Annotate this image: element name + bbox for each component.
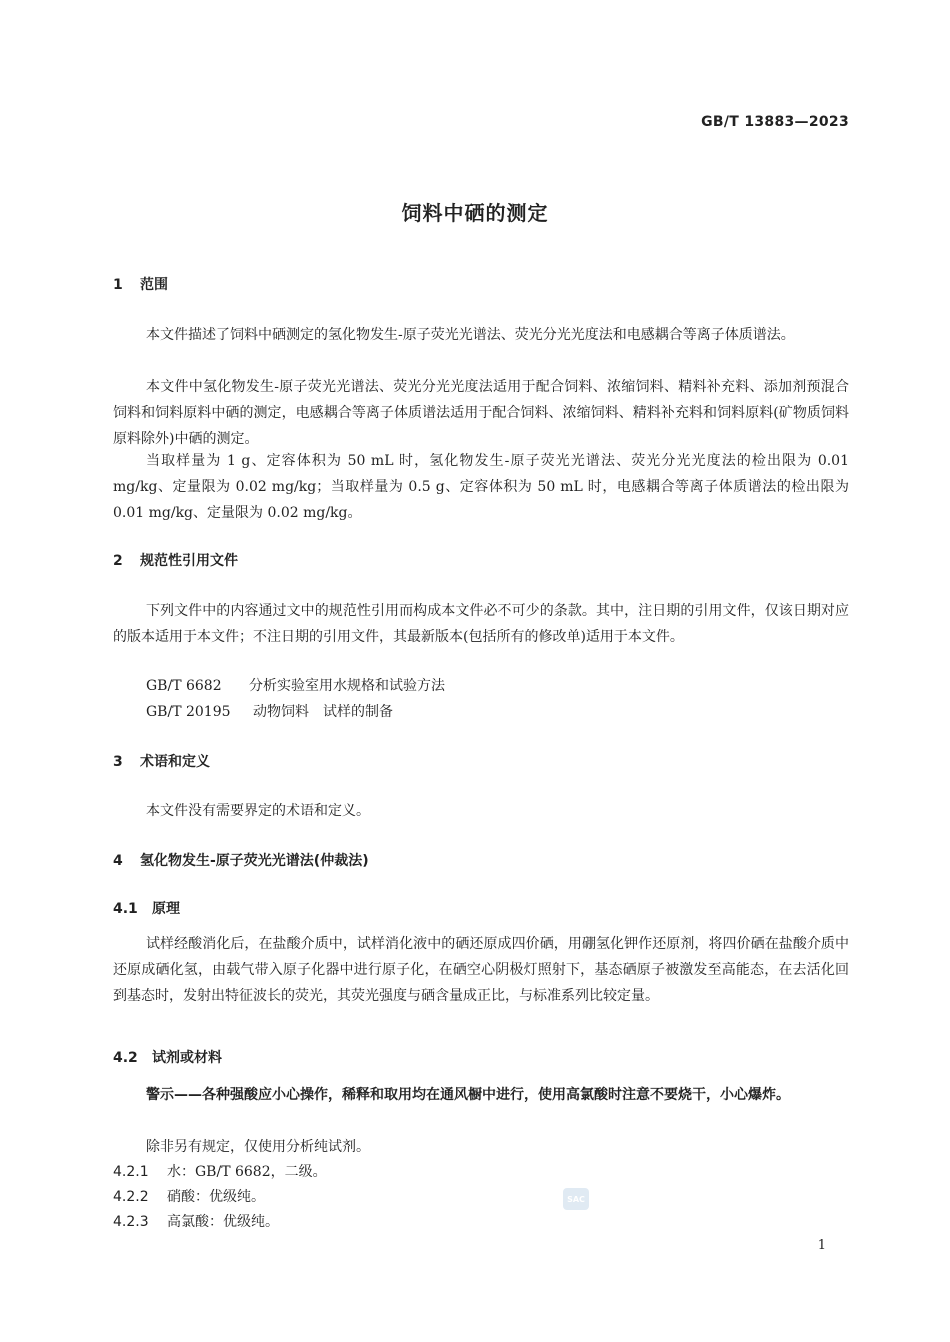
sac-watermark-icon: SAC [563, 1188, 589, 1210]
warning-paragraph: 警示——各种强酸应小心操作，稀释和取用均在通风橱中进行，使用高氯酸时注意不要烧干，小心爆炸。 [146, 1087, 790, 1103]
section-number: 2 [113, 553, 123, 569]
paragraph: 除非另有规定，仅使用分析纯试剂。 [146, 1139, 370, 1155]
section-number: 3 [113, 754, 123, 770]
section-title: 术语和定义 [140, 754, 210, 770]
section-3-heading [113, 752, 210, 772]
document-code: GB/T 13883—2023 [701, 114, 849, 130]
subsection-title: 试剂或材料 [152, 1050, 222, 1066]
reference-title: 分析实验室用水规格和试验方法 [249, 678, 445, 694]
paragraph: 试样经酸消化后，在盐酸介质中，试样消化液中的硒还原成四价硒，用硼氢化钾作还原剂，将四价硒在盐酸介质中还原成硒化氢，由载气带入原子化器中进行原子化，在硒空心阴极灯照射下，基态硒原子被激发至高能态，在去活化回到基态时，发射出特征波长的荧光，其荧光强度与硒含量成正比，与标准系列比较定量。 [113, 936, 849, 1004]
clause-item [113, 1159, 327, 1185]
clause-item [113, 1209, 279, 1235]
reference-entry [146, 673, 445, 699]
document-title: 饲料中硒的测定 [401, 201, 549, 225]
section-title: 规范性引用文件 [140, 553, 238, 569]
subsection-4-1-heading [113, 899, 180, 919]
clause-text: 水：GB/T 6682，二级。 [167, 1164, 327, 1180]
section-4-heading [113, 851, 369, 871]
reference-entry [146, 699, 393, 725]
reference-code: GB/T 20195 [146, 704, 231, 720]
clause-item [113, 1184, 265, 1210]
page-number: 1 [817, 1238, 826, 1253]
reference-code: GB/T 6682 [146, 678, 222, 694]
subsection-number: 4.2 [113, 1050, 138, 1066]
paragraph: 本文件描述了饲料中硒测定的氢化物发生-原子荧光光谱法、荧光分光光度法和电感耦合等离子体质谱法。 [146, 327, 795, 343]
subsection-number: 4.1 [113, 901, 138, 917]
clause-text: 硝酸：优级纯。 [167, 1189, 265, 1205]
section-number: 4 [113, 853, 123, 869]
paragraph: 下列文件中的内容通过文中的规范性引用而构成本文件必不可少的条款。其中，注日期的引用文件，仅该日期对应的版本适用于本文件；不注日期的引用文件，其最新版本(包括所有的修改单)适用于本文件。 [113, 603, 849, 645]
clause-text: 高氯酸：优级纯。 [167, 1214, 279, 1230]
paragraph: 本文件中氢化物发生-原子荧光光谱法、荧光分光光度法适用于配合饲料、浓缩饲料、精料补充料、添加剂预混合饲料和饲料原料中硒的测定，电感耦合等离子体质谱法适用于配合饲料、浓缩饲料、精料补充料和饲料原料(矿物质饲料原料除外)中硒的测定。 [113, 379, 849, 447]
section-2-heading [113, 551, 238, 571]
section-number: 1 [113, 277, 123, 293]
clause-number: 4.2.1 [113, 1164, 149, 1180]
subsection-title: 原理 [152, 901, 180, 917]
clause-number: 4.2.3 [113, 1214, 149, 1230]
section-1-heading [113, 275, 168, 295]
paragraph: 当取样量为 1 g、定容体积为 50 mL 时，氢化物发生-原子荧光光谱法、荧光分光光度法的检出限为 0.01 mg/kg、定量限为 0.02 mg/kg；当取样量为 0.5 g、定容体积为 50 mL 时，电感耦合等离子体质谱法的检出限为 0.01 mg/kg、定量限为 0.02 mg/kg。 [113, 453, 849, 521]
reference-title: 动物饲料 试样的制备 [253, 704, 393, 720]
paragraph: 本文件没有需要界定的术语和定义。 [146, 803, 370, 819]
section-title: 氢化物发生-原子荧光光谱法(仲裁法) [140, 853, 369, 869]
section-title: 范围 [140, 277, 168, 293]
subsection-4-2-heading [113, 1048, 222, 1068]
clause-number: 4.2.2 [113, 1189, 149, 1205]
